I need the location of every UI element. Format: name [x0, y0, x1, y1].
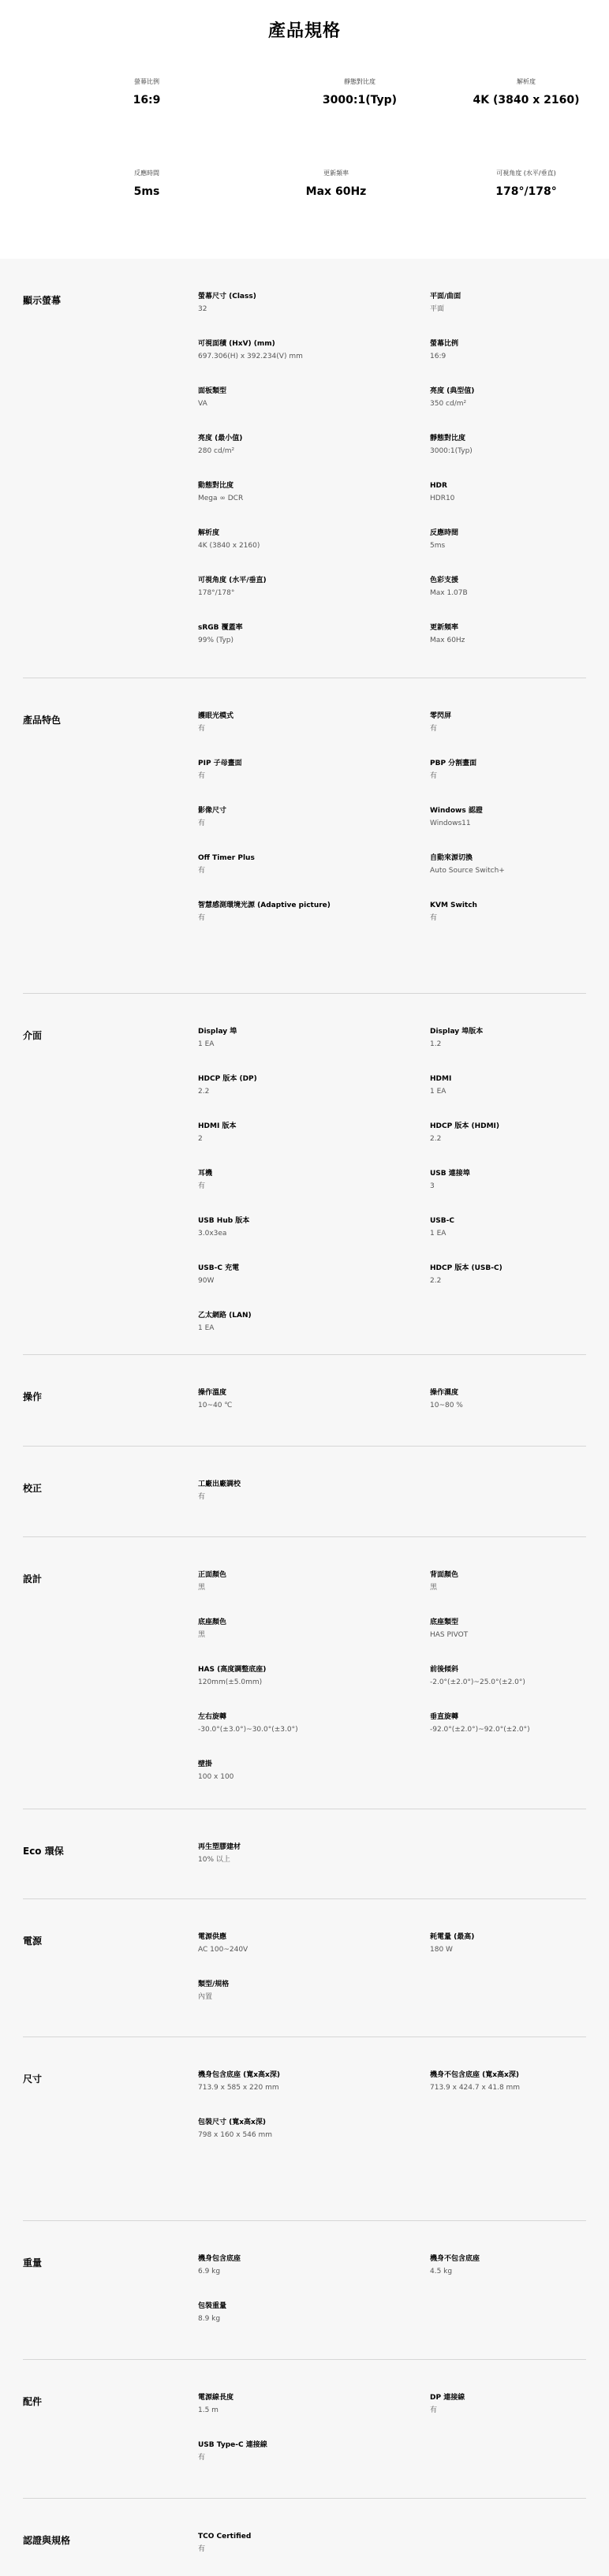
spec-value: 1 EA: [430, 1230, 446, 1238]
spec-value: 90W: [198, 1277, 215, 1285]
spec-label: USB Hub 版本: [198, 1217, 250, 1225]
spec-label: 螢幕尺寸 (Class): [198, 293, 256, 301]
spec-value: 32: [198, 305, 207, 313]
spec-item: [198, 711, 419, 734]
spec-label: 智慧感測環境光源 (Adaptive picture): [198, 902, 331, 909]
spec-item: [198, 1980, 419, 2002]
spec-value: 3000:1(Typ): [430, 447, 473, 455]
spec-label: PBP 分割畫面: [430, 760, 477, 767]
spec-value: HDR10: [430, 495, 455, 502]
spec-value: 有: [430, 772, 438, 780]
spec-section-1: [23, 678, 586, 994]
spec-value: 有: [430, 2406, 438, 2414]
spec-item: [198, 1216, 419, 1238]
spec-value: 1.2: [430, 1040, 442, 1048]
spec-value: 5ms: [430, 542, 446, 550]
spec-item: [430, 2393, 609, 2415]
spec-section-7: [23, 1899, 586, 2037]
spec-value: 8.9 kg: [198, 2315, 221, 2323]
spec-item: [198, 528, 419, 551]
highlight-label: 靜態對比度: [344, 78, 375, 85]
spec-value: 有: [430, 914, 438, 922]
spec-item: [430, 386, 609, 409]
spec-value: 120mm(±5.0mm): [198, 1678, 263, 1686]
spec-value: 平面: [430, 305, 445, 313]
spec-item: [430, 434, 609, 456]
spec-value: 1 EA: [198, 1324, 215, 1332]
spec-value: AC 100~240V: [198, 1946, 248, 1954]
spec-label: sRGB 覆蓋率: [198, 624, 243, 632]
spec-item: [430, 623, 609, 645]
spec-value: 3: [430, 1182, 435, 1190]
spec-section-4: [23, 1447, 586, 1537]
spec-item: [198, 481, 419, 503]
spec-item: [198, 1027, 419, 1049]
spec-label: 機身包含底座: [198, 2255, 241, 2263]
spec-item: [198, 2532, 419, 2554]
highlight-contrast: [265, 77, 454, 106]
highlight-value: 3000:1(Typ): [322, 94, 398, 106]
spec-item: [198, 1074, 419, 1096]
spec-value: 350 cd/m²: [430, 400, 467, 408]
spec-label: 操作溫度: [198, 1389, 227, 1397]
spec-item: [430, 2254, 609, 2276]
spec-item: [198, 1169, 419, 1191]
spec-value: Auto Source Switch+: [430, 867, 505, 875]
spec-label: KVM Switch: [430, 902, 477, 909]
spec-value: 10~40 ℃: [198, 1402, 233, 1409]
spec-item: [198, 1760, 419, 1782]
spec-value: 2: [198, 1135, 203, 1143]
spec-item: [430, 1712, 609, 1734]
spec-label: USB-C 充電: [198, 1264, 240, 1272]
spec-item: [430, 2070, 609, 2093]
spec-value: 有: [198, 1493, 206, 1501]
spec-value: 798 x 160 x 546 mm: [198, 2131, 273, 2139]
spec-item: [430, 901, 609, 923]
highlight-label: 反應時間: [134, 170, 159, 177]
spec-value: Mega ∞ DCR: [198, 495, 244, 502]
highlight-viewing-angle: [432, 169, 609, 198]
spec-item: [198, 1570, 419, 1592]
spec-label: 底座顏色: [198, 1618, 227, 1626]
section-title: 尺寸: [23, 2074, 43, 2085]
spec-section-8: [23, 2037, 586, 2221]
spec-label: 可視角度 (水平/垂直): [198, 577, 267, 584]
spec-item: [430, 1618, 609, 1640]
spec-item: [198, 339, 419, 361]
spec-header: [0, 0, 609, 259]
spec-item: [430, 1932, 609, 1954]
section-title: 顯示螢幕: [23, 295, 62, 306]
spec-label: 電源供應: [198, 1933, 227, 1941]
highlight-value: 5ms: [133, 185, 160, 198]
spec-value: 4.5 kg: [430, 2268, 453, 2275]
spec-label: 靜態對比度: [430, 435, 466, 442]
spec-label: 影像尺寸: [198, 807, 227, 815]
spec-item: [198, 623, 419, 645]
spec-label: 乙太網路 (LAN): [198, 1312, 252, 1320]
spec-value: 180 W: [430, 1946, 453, 1954]
spec-item: [430, 1665, 609, 1687]
spec-label: HDCP 版本 (HDMI): [430, 1122, 500, 1130]
spec-item: [198, 853, 419, 875]
spec-label: 亮度 (典型值): [430, 387, 475, 395]
spec-value: 有: [430, 725, 438, 733]
spec-item: [198, 1842, 419, 1865]
spec-item: [430, 853, 609, 875]
spec-item: [198, 2302, 419, 2324]
spec-item: [198, 1264, 419, 1286]
spec-value: 有: [198, 2545, 206, 2553]
spec-section-11: [23, 2499, 586, 2576]
spec-label: 動態對比度: [198, 482, 234, 490]
spec-item: [198, 434, 419, 456]
spec-value: 黑: [198, 1631, 206, 1639]
spec-value: 713.9 x 585 x 220 mm: [198, 2084, 279, 2092]
spec-item: [198, 2070, 419, 2093]
spec-value: 1 EA: [430, 1088, 446, 1096]
spec-label: 前後傾斜: [430, 1666, 459, 1674]
spec-value: 10% 以上: [198, 1856, 230, 1864]
spec-item: [198, 2393, 419, 2415]
spec-label: 包裝尺寸 (寬x高x深): [198, 2119, 266, 2126]
spec-item: [198, 1712, 419, 1734]
spec-label: 再生塑膠建材: [198, 1843, 241, 1851]
spec-label: 護眼光模式: [198, 712, 234, 720]
spec-section-2: [23, 994, 586, 1355]
highlight-label: 螢幕比例: [134, 78, 159, 85]
spec-value: 2.2: [430, 1135, 442, 1143]
spec-label: 機身不包含底座 (寬x高x深): [430, 2071, 519, 2079]
section-title: 校正: [23, 1483, 43, 1494]
spec-item: [430, 528, 609, 551]
spec-value: Max 1.07B: [430, 589, 468, 597]
spec-item: [430, 806, 609, 828]
spec-label: 垂直旋轉: [430, 1713, 459, 1721]
spec-section-6: [23, 1809, 586, 1899]
spec-label: 耗電量 (最高): [430, 1933, 475, 1941]
spec-label: 機身包含底座 (寬x高x深): [198, 2071, 280, 2079]
spec-item: [198, 901, 419, 923]
spec-label: HDCP 版本 (USB-C): [430, 1264, 503, 1272]
spec-value: 713.9 x 424.7 x 41.8 mm: [430, 2084, 521, 2092]
spec-label: 平面/曲面: [430, 293, 461, 301]
spec-value: -2.0°(±2.0°)~25.0°(±2.0°): [430, 1678, 525, 1686]
spec-item: [198, 2118, 419, 2140]
spec-label: Display 埠: [198, 1028, 237, 1036]
spec-label: HDCP 版本 (DP): [198, 1075, 257, 1083]
spec-value: 2.2: [198, 1088, 210, 1096]
spec-label: 螢幕比例: [430, 340, 459, 348]
highlight-value: 4K (3840 x 2160): [473, 94, 580, 106]
spec-section-5: [23, 1537, 586, 1809]
spec-item: [430, 759, 609, 781]
spec-label: 亮度 (最小值): [198, 435, 243, 442]
spec-item: [198, 2254, 419, 2276]
spec-label: 解析度: [198, 529, 220, 537]
spec-item: [198, 1388, 419, 1410]
spec-value: HAS PIVOT: [430, 1631, 469, 1639]
spec-label: 工廠出廠調校: [198, 1480, 241, 1488]
spec-item: [198, 1480, 419, 1502]
spec-label: USB-C: [430, 1217, 454, 1225]
spec-value: -92.0°(±2.0°)~92.0°(±2.0°): [430, 1726, 530, 1734]
section-title: 配件: [23, 2396, 43, 2407]
spec-item: [430, 339, 609, 361]
spec-value: Windows11: [430, 819, 471, 827]
spec-label: 機身不包含底座: [430, 2255, 480, 2263]
spec-item: [430, 481, 609, 503]
spec-value: 4K (3840 x 2160): [198, 542, 260, 550]
spec-value: 有: [198, 867, 206, 875]
section-title: 設計: [23, 1574, 43, 1585]
section-title: Eco 環保: [23, 1846, 64, 1857]
spec-value: 有: [198, 1182, 206, 1190]
spec-section-9: [23, 2221, 586, 2360]
section-title: 電源: [23, 1936, 43, 1947]
spec-value: 16:9: [430, 353, 446, 360]
spec-label: 耳機: [198, 1170, 213, 1178]
spec-item: [430, 711, 609, 734]
highlight-value: Max 60Hz: [305, 185, 367, 198]
spec-item: [430, 1027, 609, 1049]
spec-item: [430, 1264, 609, 1286]
spec-value: 1 EA: [198, 1040, 215, 1048]
spec-item: [198, 806, 419, 828]
spec-item: [430, 1388, 609, 1410]
spec-label: 色彩支援: [430, 577, 459, 584]
spec-value: 黑: [430, 1584, 438, 1592]
spec-value: 內置: [198, 1993, 213, 2001]
spec-value: 2.2: [430, 1277, 442, 1285]
spec-item: [198, 576, 419, 598]
highlight-resolution: [432, 77, 609, 106]
spec-item: [198, 759, 419, 781]
spec-section-10: [23, 2360, 586, 2499]
spec-label: PIP 子母畫面: [198, 760, 242, 767]
spec-value: 10~80 %: [430, 1402, 463, 1409]
spec-label: 壁掛: [198, 1760, 213, 1768]
spec-label: 類型/規格: [198, 1981, 230, 1988]
spec-value: 黑: [198, 1584, 206, 1592]
spec-value: 有: [198, 914, 206, 922]
spec-label: 零閃屏: [430, 712, 452, 720]
spec-value: 280 cd/m²: [198, 447, 235, 455]
spec-value: 有: [198, 819, 206, 827]
spec-label: DP 連接線: [430, 2394, 465, 2402]
spec-item: [430, 1570, 609, 1592]
spec-label: 電源線長度: [198, 2394, 234, 2402]
spec-value: 178°/178°: [198, 589, 235, 597]
section-title: 產品特色: [23, 715, 62, 726]
highlight-label: 可視角度 (水平/垂直): [496, 170, 556, 177]
spec-item: [430, 1122, 609, 1144]
spec-section-3: [23, 1355, 586, 1447]
spec-value: 697.306(H) x 392.234(V) mm: [198, 353, 303, 360]
spec-item: [198, 1311, 419, 1333]
highlight-refresh-rate: [241, 169, 431, 198]
page-title: 產品規格: [267, 21, 341, 41]
spec-item: [198, 2440, 419, 2462]
spec-label: Display 埠版本: [430, 1028, 484, 1036]
spec-label: Windows 認證: [430, 807, 483, 815]
spec-label: 正面顏色: [198, 1571, 227, 1579]
spec-item: [430, 1216, 609, 1238]
spec-label: TCO Certified: [198, 2533, 252, 2541]
spec-item: [198, 1932, 419, 1954]
spec-label: 自動來源切換: [430, 854, 473, 862]
spec-label: 可視面積 (HxV) (mm): [198, 340, 275, 348]
spec-item: [430, 1169, 609, 1191]
spec-value: -30.0°(±3.0°)~30.0°(±3.0°): [198, 1726, 298, 1734]
spec-value: 有: [198, 2454, 206, 2462]
spec-item: [198, 1618, 419, 1640]
spec-item: [430, 576, 609, 598]
spec-value: 6.9 kg: [198, 2268, 221, 2275]
highlight-value: 16:9: [133, 94, 161, 106]
section-title: 介面: [23, 1030, 43, 1041]
highlight-response-time: [52, 169, 241, 198]
spec-label: USB 連接埠: [430, 1170, 470, 1178]
spec-value: 有: [198, 772, 206, 780]
highlight-aspect-ratio: [52, 77, 241, 106]
highlight-value: 178°/178°: [495, 185, 557, 198]
spec-label: 操作濕度: [430, 1389, 459, 1397]
spec-value: VA: [198, 400, 207, 408]
spec-item: [198, 386, 419, 409]
spec-value: 99% (Typ): [198, 637, 234, 644]
spec-label: HAS (高度調整底座): [198, 1666, 267, 1674]
section-title: 重量: [23, 2257, 43, 2268]
spec-item: [198, 1122, 419, 1144]
highlight-label: 解析度: [517, 78, 536, 85]
spec-label: 反應時間: [430, 529, 459, 537]
section-title: 認證與規格: [23, 2535, 71, 2546]
spec-value: 1.5 m: [198, 2406, 219, 2414]
highlight-label: 更新頻率: [323, 170, 349, 177]
spec-label: 更新頻率: [430, 624, 459, 632]
spec-label: Off Timer Plus: [198, 854, 255, 862]
spec-list: [0, 259, 609, 2576]
spec-label: HDR: [430, 482, 447, 490]
spec-value: Max 60Hz: [430, 637, 465, 644]
spec-label: USB Type-C 連接線: [198, 2441, 267, 2449]
spec-item: [198, 1665, 419, 1687]
spec-label: 包裝重量: [198, 2302, 227, 2310]
spec-value: 有: [198, 725, 206, 733]
spec-label: 面板類型: [198, 387, 227, 395]
spec-item: [430, 1074, 609, 1096]
spec-item: [198, 292, 419, 314]
spec-label: 背面顏色: [430, 1571, 459, 1579]
spec-label: 底座類型: [430, 1618, 459, 1626]
section-title: 操作: [23, 1391, 43, 1402]
spec-value: 100 x 100: [198, 1773, 234, 1781]
spec-item: [430, 292, 609, 314]
spec-label: HDMI 版本: [198, 1122, 237, 1130]
spec-label: HDMI: [430, 1075, 452, 1083]
spec-section-0: [23, 259, 586, 678]
spec-value: 3.0x3ea: [198, 1230, 227, 1238]
spec-label: 左右旋轉: [198, 1713, 227, 1721]
